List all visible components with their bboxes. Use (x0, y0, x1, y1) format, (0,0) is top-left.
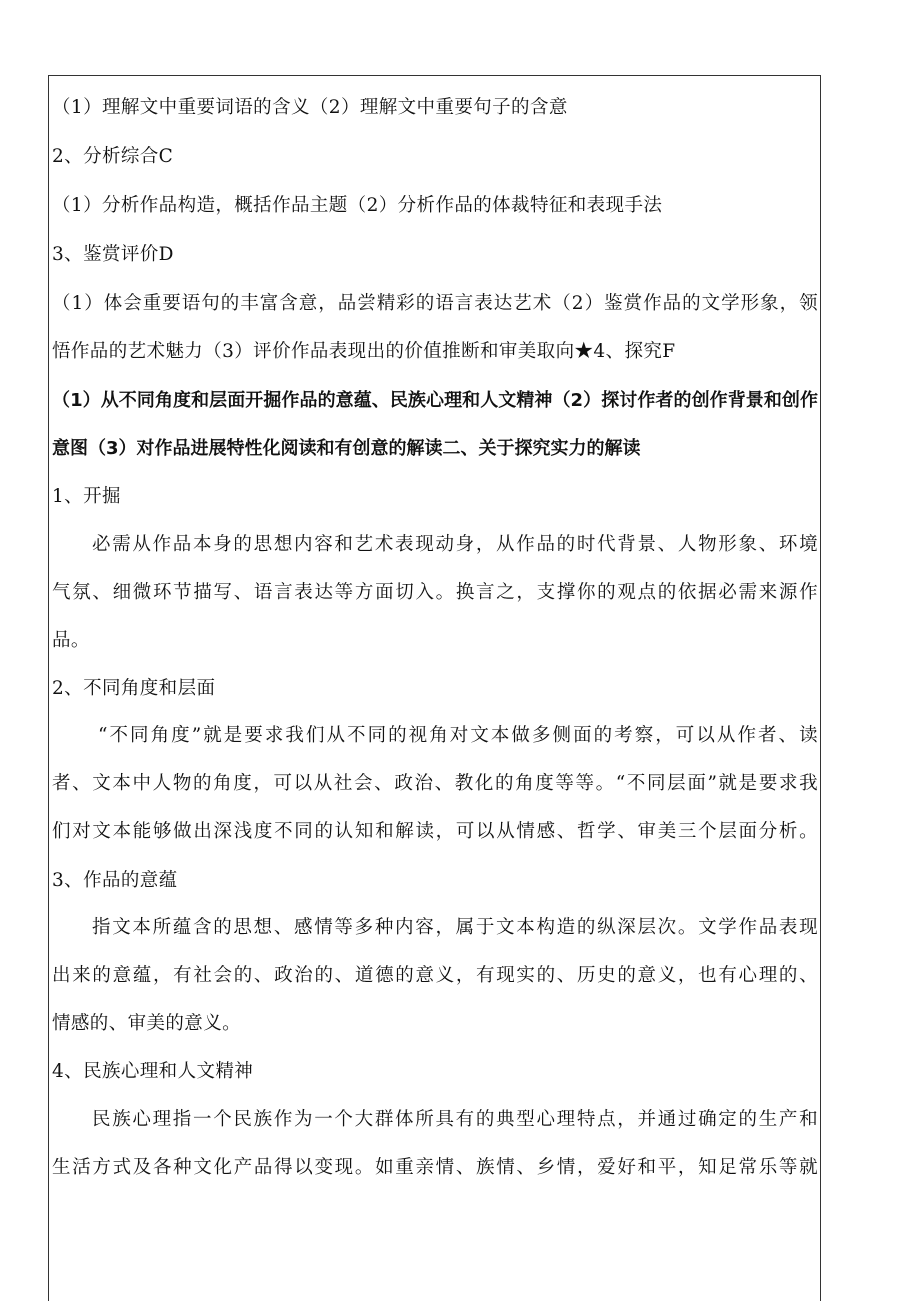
paragraph-line: 出来的意蕴，有社会的、政治的、道德的意义，有现实的、历史的意义，也有心理的、 (52, 965, 818, 986)
paragraph-line: 指文本所蕴含的思想、感情等多种内容，属于文本构造的纵深层次。文学作品表现 (92, 917, 818, 938)
paragraph-line: 情感的、审美的意义。 (52, 1013, 242, 1034)
paragraph-line: 品。 (52, 630, 90, 651)
text-line-bold: 意图（3）对作品进展特性化阅读和有创意的解读二、关于探究实力的解读 (52, 438, 641, 459)
section-heading: 3、作品的意蕴 (52, 870, 178, 891)
paragraph-line: 们对文本能够做出深浅度不同的认知和解读，可以从情感、哲学、审美三个层面分析。 (52, 821, 818, 842)
paragraph-line: 生活方式及各种文化产品得以变现。如重亲情、族情、乡情，爱好和平，知足常乐等就 (52, 1157, 818, 1178)
text-line: （1）分析作品构造，概括作品主题（2）分析作品的体裁特征和表现手法 (52, 195, 663, 216)
text-line: （1）体会重要语句的丰富含意，品尝精彩的语言表达艺术（2）鉴赏作品的文学形象，领 (52, 293, 818, 314)
text-line: （1）理解文中重要词语的含义（2）理解文中重要句子的含意 (52, 97, 568, 118)
section-heading: 1、开掘 (52, 486, 121, 507)
paragraph-line: 气氛、细微环节描写、语言表达等方面切入。换言之，支撑你的观点的依据必需来源作 (52, 582, 818, 603)
section-heading: 3、鉴赏评价D (52, 244, 174, 265)
section-heading: 2、不同角度和层面 (52, 678, 216, 699)
paragraph-line: “不同角度”就是要求我们从不同的视角对文本做多侧面的考察，可以从作者、读 (98, 725, 818, 746)
section-heading: 2、分析综合C (52, 146, 174, 167)
paragraph-line: 者、文本中人物的角度，可以从社会、政治、教化的角度等等。“不同层面”就是要求我 (52, 773, 818, 794)
paragraph-line: 必需从作品本身的思想内容和艺术表现动身，从作品的时代背景、人物形象、环境 (92, 534, 818, 555)
paragraph-line: 民族心理指一个民族作为一个大群体所具有的典型心理特点，并通过确定的生产和 (92, 1109, 818, 1130)
text-line-bold: （1）从不同角度和层面开掘作品的意蕴、民族心理和人文精神（2）探讨作者的创作背景和创作 (52, 390, 818, 411)
section-heading: 4、民族心理和人文精神 (52, 1061, 254, 1082)
text-line: 悟作品的艺术魅力（3）评价作品表现出的价值推断和审美取向★4、探究F (52, 341, 676, 362)
